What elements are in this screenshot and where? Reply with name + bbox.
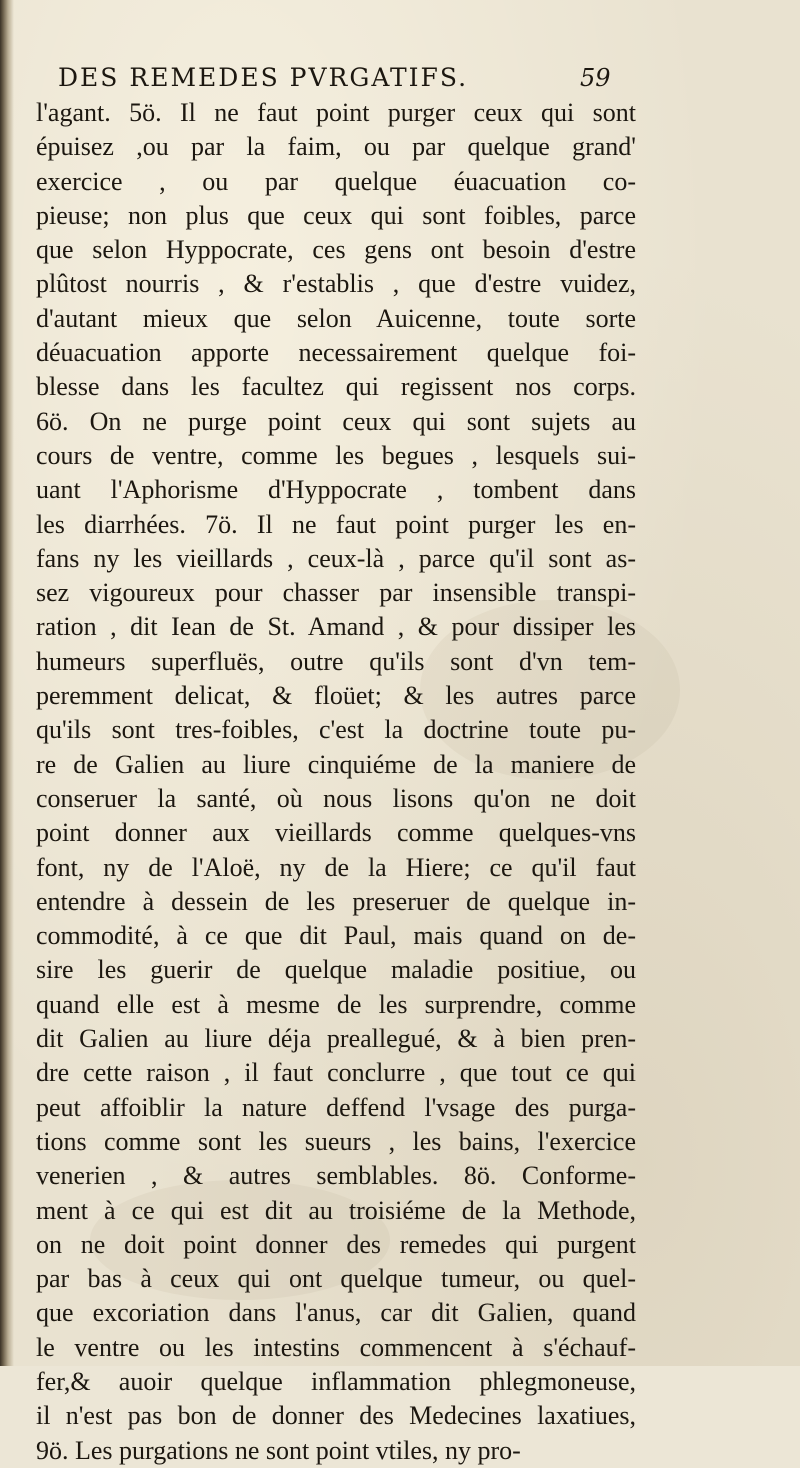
text-line: point donner aux vieillards comme quelques-vns	[36, 818, 636, 848]
text-line: d'autant mieux que selon Auicenne, toute sorte	[36, 303, 636, 333]
text-line: humeurs superfluës, outre qu'ils sont d'vn tem-	[36, 646, 636, 676]
text-line: l'agant. 5ö. Il ne faut point purger ceux qui sont	[36, 98, 636, 127]
text-line: conseruer la santé, où nous lisons qu'on ne doit	[36, 783, 636, 813]
text-line: épuisez ,ou par la faim, ou par quelque grand'	[36, 132, 636, 162]
text-line: par bas à ceux qui ont quelque tumeur, ou quel-	[36, 1264, 636, 1294]
text-line: que selon Hyppocrate, ces gens ont besoin d'estre	[36, 235, 636, 265]
text-line: uant l'Aphorisme d'Hyppocrate , tombent dans	[36, 475, 636, 505]
text-line: le ventre ou les intestins commencent à s'échauf-	[36, 1332, 636, 1362]
page-binding-edge	[0, 0, 14, 1366]
text-line: qu'ils sont tres-foibles, c'est la doctrine toute pu-	[36, 715, 636, 745]
text-line: les diarrhées. 7ö. Il ne faut point purger les en-	[36, 509, 636, 539]
text-line: sire les guerir de quelque maladie positiue, ou	[36, 955, 636, 985]
text-line: font, ny de l'Aloë, ny de la Hiere; ce qu'il faut	[36, 852, 636, 882]
text-line: fer,& auoir quelque inflammation phlegmoneuse,	[36, 1366, 636, 1396]
text-line: exercice , ou par quelque éuacuation co-	[36, 166, 636, 196]
text-line: ration , dit Iean de St. Amand , & pour dissiper les	[36, 612, 636, 642]
text-line: re de Galien au liure cinquiéme de la maniere de	[36, 749, 636, 779]
text-line: entendre à dessein de les preseruer de quelque in-	[36, 886, 636, 916]
running-head: DES REMEDES PVRGATIFS.	[58, 63, 469, 92]
text-line: venerien , & autres semblables. 8ö. Conforme-	[36, 1161, 636, 1191]
text-line: plûtost nourris , & r'establis , que d'estre vuidez,	[36, 269, 636, 299]
text-line: cours de ventre, comme les begues , lesquels sui-	[36, 440, 636, 470]
body-text	[36, 96, 636, 1468]
text-line: sez vigoureux pour chasser par insensible transpi-	[36, 578, 636, 608]
text-line: peremment delicat, & floüet; & les autres parce	[36, 681, 636, 711]
text-line: on ne doit point donner des remedes qui purgent	[36, 1229, 636, 1259]
text-line: 9ö. Les purgations ne sont point vtiles, ny pro-	[36, 1435, 521, 1465]
text-line: fans ny les vieillards , ceux-là , parce qu'il sont as-	[36, 543, 636, 573]
text-line: commodité, à ce que dit Paul, mais quand on de-	[36, 921, 636, 951]
text-line: quand elle est à mesme de les surprendre, comme	[36, 989, 636, 1019]
text-line: peut affoiblir la nature deffend l'vsage des purga-	[36, 1092, 636, 1122]
page-number: 59	[580, 64, 611, 92]
text-line: 6ö. On ne purge point ceux qui sont sujets au	[36, 406, 636, 436]
text-line: il n'est pas bon de donner des Medecines laxatiues,	[36, 1401, 636, 1431]
text-line: pieuse; non plus que ceux qui sont foibles, parce	[36, 200, 636, 230]
text-line: dre cette raison , il faut conclurre , que tout ce qui	[36, 1058, 636, 1088]
text-line: tions comme sont les sueurs , les bains, l'exercice	[36, 1126, 636, 1156]
text-line: que excoriation dans l'anus, car dit Galien, quand	[36, 1298, 636, 1328]
text-line: déuacuation apporte necessairement quelque foi-	[36, 338, 636, 368]
text-line: blesse dans les facultez qui regissent nos corps.	[36, 372, 636, 402]
text-line: dit Galien au liure déja preallegué, & à bien pren-	[36, 1024, 636, 1054]
text-line: ment à ce qui est dit au troisiéme de la Methode,	[36, 1195, 636, 1225]
